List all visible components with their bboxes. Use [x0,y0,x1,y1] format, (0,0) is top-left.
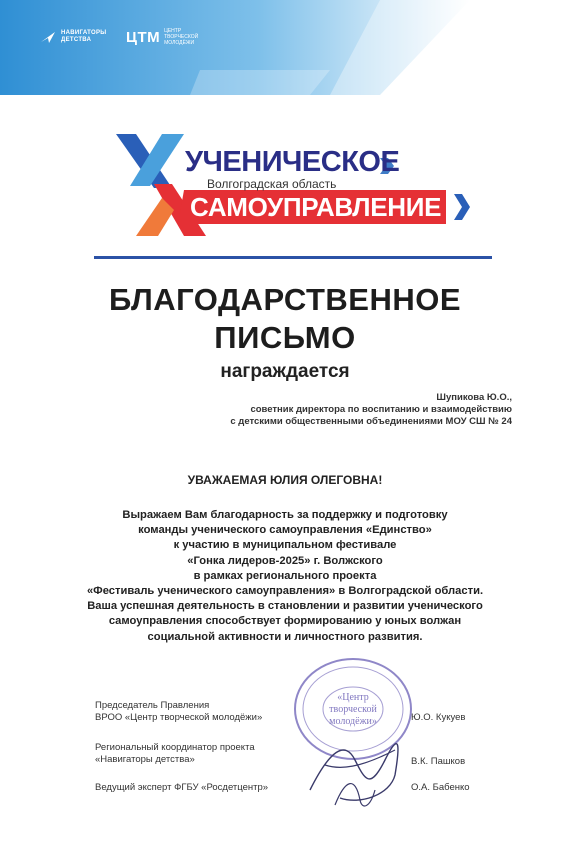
student-government-emblem [110,128,490,238]
recipient-name: Шупикова Ю.О., [436,392,512,403]
document-title-line1: БЛАГОДАРСТВЕННОЕ [108,282,462,317]
signer-name: О.А. Бабенко [411,782,470,793]
salutation: УВАЖАЕМАЯ ЮЛИЯ ОЛЕГОВНА! [187,473,383,487]
header-banner [0,0,570,95]
signer-name: Ю.О. Кукуев [411,712,466,723]
emblem-region: Волгоградская область [207,177,337,191]
signer-role-line2: «Навигаторы детства» [95,754,195,765]
awarded-label: награждается [220,361,350,382]
emblem-title-bottom: САМОУПРАВЛЕНИЕ [190,192,442,222]
letter-body [40,508,530,645]
body-line: в рамках регионального проекта [193,569,377,582]
stamp-text-line1: «Центр [337,692,369,703]
ctm-logo-line1: ЦЕНТР [164,28,182,34]
recipient-position-line1: советник директора по воспитанию и взаимодействию [250,404,512,415]
ctm-logo-abbr: ЦТМ [126,28,161,46]
body-line: Ваша успешная деятельность в становлении и развитии ученического [87,600,483,613]
body-line: самоуправления способствует формированию у юных волжан [108,615,462,628]
stamp-text-line2: творческой [329,704,377,715]
ctm-logo-line2: ТВОРЧЕСКОЙ [164,34,199,40]
body-line: к участию в муниципальном фестивале [173,539,397,552]
navigators-arrow-icon [40,30,56,44]
navigators-logo-line2: ДЕТСТВА [61,37,92,43]
ctm-logo-line3: МОЛОДЁЖИ [164,40,195,46]
body-line: «Гонка лидеров-2025» г. Волжского [187,554,383,567]
signer-role-line2: ВРОО «Центр творческой молодёжи» [95,712,263,723]
body-line: социальной активности и личностного развития. [147,630,423,643]
emblem-title-top: УЧЕНИЧЕСКОЕ [185,146,400,178]
signer-name: В.К. Пашков [411,756,466,767]
header-divider [94,256,492,259]
signer-role-line1: Ведущий эксперт ФГБУ «Росдетцентр» [95,782,269,793]
body-line: «Фестиваль ученического самоуправления» в Волгоградской области. [86,585,484,598]
body-line: команды ученического самоуправления «Единство» [138,524,432,537]
navigators-logo [40,30,106,44]
stamp-text-line3: молодёжи» [329,716,377,727]
recipient-position-line2: с детскими общественными объединениями МОУ СШ № 24 [230,416,512,427]
signer-role-line1: Региональный координатор проекта [95,742,255,753]
navigators-logo-line1: НАВИГАТОРЫ [61,30,107,36]
handwritten-signature [300,720,410,815]
recipient-block [230,392,512,428]
signer-role-line1: Председатель Правления [95,700,210,711]
body-line: Выражаем Вам благодарность за поддержку и подготовку [122,509,448,521]
ctm-logo [126,28,198,46]
document-title-line2: ПИСЬМО [214,320,356,355]
